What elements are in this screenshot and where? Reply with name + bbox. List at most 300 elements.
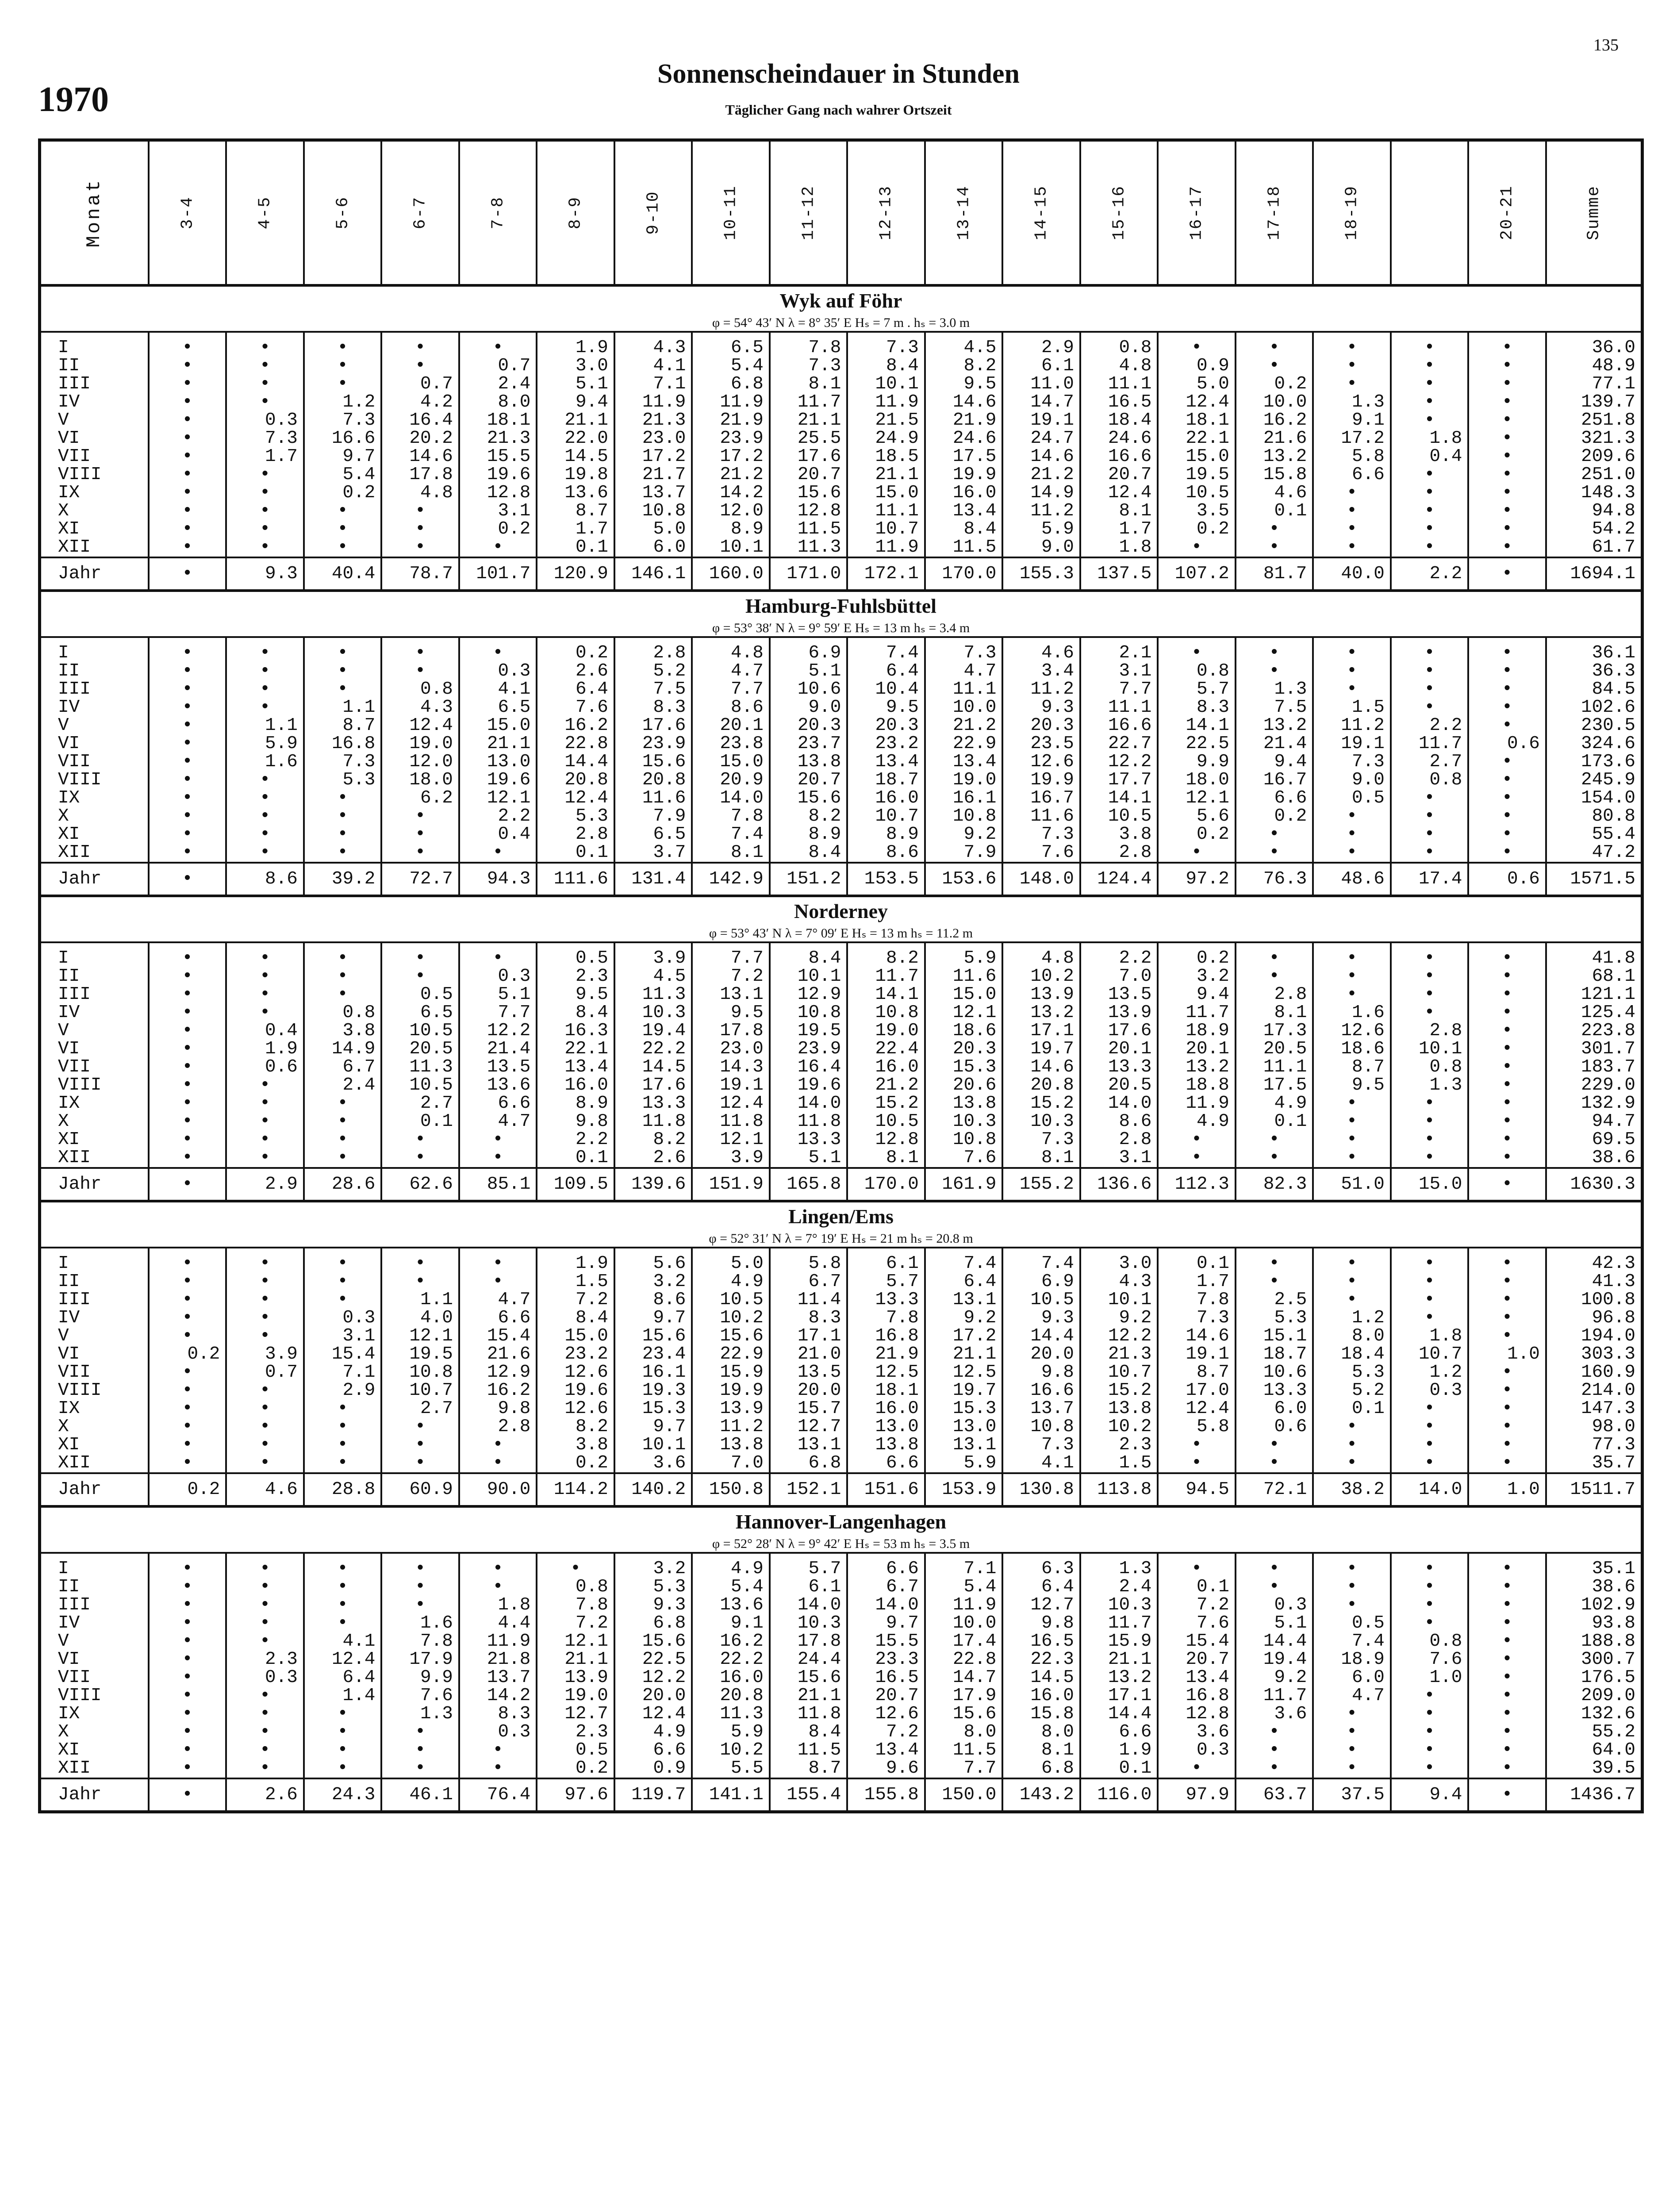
value-cell: • xyxy=(1468,1687,1546,1705)
value-cell: • xyxy=(304,986,382,1004)
value-cell: • xyxy=(1391,1578,1469,1596)
sum-cell: 1511.7 xyxy=(1546,1473,1642,1506)
value-cell: 150.0 xyxy=(925,1778,1003,1812)
value-cell: 5.9 xyxy=(925,1454,1003,1473)
value-cell: 3.1 xyxy=(459,502,537,520)
value-cell: 8.1 xyxy=(1002,1741,1080,1759)
value-cell: 94.3 xyxy=(459,863,537,896)
month-row xyxy=(40,826,1642,844)
value-cell: 9.8 xyxy=(1002,1614,1080,1632)
value-cell: 17.9 xyxy=(925,1687,1003,1705)
value-cell: 78.7 xyxy=(381,557,459,591)
value-cell: • xyxy=(226,393,304,411)
value-cell: • xyxy=(381,1255,459,1273)
value-cell: 161.9 xyxy=(925,1168,1003,1201)
month-cell: I xyxy=(40,949,149,968)
value-cell: • xyxy=(1158,1436,1236,1454)
value-cell: • xyxy=(381,502,459,520)
value-cell: 19.1 xyxy=(1313,735,1391,753)
value-cell: 14.0 xyxy=(770,1094,848,1113)
value-cell: • xyxy=(304,502,382,520)
value-cell: 16.0 xyxy=(925,484,1003,502)
value-cell: 8.1 xyxy=(847,1149,925,1168)
value-cell: • xyxy=(1313,1454,1391,1473)
value-cell: 0.7 xyxy=(459,357,537,375)
value-cell: 10.0 xyxy=(925,699,1003,717)
value-cell: • xyxy=(304,1741,382,1759)
value-cell: • xyxy=(149,844,226,863)
value-cell: 12.7 xyxy=(537,1705,614,1723)
value-cell: 20.8 xyxy=(692,1687,770,1705)
value-cell: 141.1 xyxy=(692,1778,770,1812)
month-cell: VI xyxy=(40,1651,149,1669)
month-cell: I xyxy=(40,644,149,662)
value-cell: 12.6 xyxy=(537,1400,614,1418)
value-cell: 14.1 xyxy=(1158,717,1236,735)
value-cell: 10.8 xyxy=(925,1131,1003,1149)
value-cell: • xyxy=(1236,520,1313,538)
value-cell: • xyxy=(459,1436,537,1454)
value-cell: • xyxy=(149,448,226,466)
value-cell: • xyxy=(149,771,226,789)
value-cell: 2.2 xyxy=(459,807,537,826)
sum-cell: 61.7 xyxy=(1546,538,1642,557)
value-cell: 0.4 xyxy=(459,826,537,844)
value-cell: 8.1 xyxy=(1080,502,1158,520)
value-cell: 1.5 xyxy=(1313,699,1391,717)
value-cell: 19.8 xyxy=(537,466,614,484)
value-cell: 13.4 xyxy=(847,1741,925,1759)
value-cell: 17.6 xyxy=(614,717,692,735)
value-cell: 20.7 xyxy=(1080,466,1158,484)
value-cell: • xyxy=(381,1560,459,1578)
sum-cell: 54.2 xyxy=(1546,520,1642,538)
month-row xyxy=(40,699,1642,717)
value-cell: 12.4 xyxy=(537,789,614,807)
value-cell: • xyxy=(149,1382,226,1400)
value-cell: 13.3 xyxy=(1236,1382,1313,1400)
value-cell: 8.7 xyxy=(770,1759,848,1778)
value-cell: • xyxy=(1468,430,1546,448)
value-cell: 16.4 xyxy=(381,411,459,430)
year-total-row xyxy=(40,1168,1642,1201)
value-cell: 3.8 xyxy=(304,1022,382,1040)
month-row xyxy=(40,466,1642,484)
value-cell: 20.5 xyxy=(381,1040,459,1058)
value-cell: 107.2 xyxy=(1158,557,1236,591)
value-cell: 0.1 xyxy=(1236,1113,1313,1131)
value-cell: 20.7 xyxy=(847,1687,925,1705)
month-row xyxy=(40,735,1642,753)
value-cell: 23.9 xyxy=(692,430,770,448)
value-cell: 0.1 xyxy=(537,844,614,863)
value-cell: 10.7 xyxy=(847,520,925,538)
value-cell: 7.9 xyxy=(925,844,1003,863)
value-cell: 0.4 xyxy=(226,1022,304,1040)
value-cell: 15.0 xyxy=(459,717,537,735)
value-cell: 15.9 xyxy=(1080,1632,1158,1651)
value-cell: 6.5 xyxy=(459,699,537,717)
month-cell: II xyxy=(40,1273,149,1291)
value-cell: 13.1 xyxy=(770,1436,848,1454)
month-cell: IX xyxy=(40,484,149,502)
sum-cell: 148.3 xyxy=(1546,484,1642,502)
year-total-row xyxy=(40,1778,1642,1812)
value-cell: 1.3 xyxy=(1080,1560,1158,1578)
value-cell: 7.4 xyxy=(1313,1632,1391,1651)
value-cell: 0.8 xyxy=(1080,339,1158,357)
value-cell: • xyxy=(304,1614,382,1632)
value-cell: 18.1 xyxy=(459,411,537,430)
column-header xyxy=(1002,140,1080,286)
value-cell: 11.9 xyxy=(459,1632,537,1651)
value-cell: 3.6 xyxy=(1236,1705,1313,1723)
column-header-label: 16-17 xyxy=(1187,185,1206,241)
month-row xyxy=(40,753,1642,771)
value-cell: 8.2 xyxy=(537,1418,614,1436)
sum-cell: 64.0 xyxy=(1546,1741,1642,1759)
value-cell: 21.7 xyxy=(614,466,692,484)
value-cell: 8.7 xyxy=(537,502,614,520)
value-cell: 15.7 xyxy=(770,1400,848,1418)
value-cell: • xyxy=(381,949,459,968)
value-cell: 11.8 xyxy=(692,1113,770,1131)
value-cell: • xyxy=(149,375,226,393)
value-cell: 7.6 xyxy=(1158,1614,1236,1632)
value-cell: • xyxy=(1313,1291,1391,1309)
value-cell: 6.5 xyxy=(381,1004,459,1022)
value-cell: 17.1 xyxy=(770,1327,848,1345)
month-row xyxy=(40,1418,1642,1436)
column-header xyxy=(1546,140,1642,286)
value-cell: 0.3 xyxy=(1236,1596,1313,1614)
value-cell: 11.1 xyxy=(1236,1058,1313,1076)
value-cell: • xyxy=(1391,789,1469,807)
value-cell: 5.3 xyxy=(1313,1363,1391,1382)
value-cell: 1.6 xyxy=(226,753,304,771)
value-cell: 13.9 xyxy=(692,1400,770,1418)
value-cell: 60.9 xyxy=(381,1473,459,1506)
value-cell: • xyxy=(149,986,226,1004)
value-cell: • xyxy=(1391,1131,1469,1149)
value-cell: 1.9 xyxy=(537,339,614,357)
value-cell: 1.7 xyxy=(537,520,614,538)
value-cell: 15.8 xyxy=(1236,466,1313,484)
value-cell: 20.0 xyxy=(770,1382,848,1400)
value-cell: • xyxy=(149,1418,226,1436)
value-cell: • xyxy=(304,807,382,826)
value-cell: • xyxy=(1468,1273,1546,1291)
value-cell: 1.0 xyxy=(1468,1473,1546,1506)
value-cell: 0.1 xyxy=(1158,1578,1236,1596)
value-cell: 172.1 xyxy=(847,557,925,591)
value-cell: 85.1 xyxy=(459,1168,537,1201)
value-cell: • xyxy=(381,1759,459,1778)
value-cell: 6.8 xyxy=(770,1454,848,1473)
value-cell: • xyxy=(1468,1741,1546,1759)
value-cell: 4.3 xyxy=(1080,1273,1158,1291)
value-cell: 20.6 xyxy=(925,1076,1003,1094)
sum-cell: 121.1 xyxy=(1546,986,1642,1004)
value-cell: 16.0 xyxy=(847,1058,925,1076)
value-cell: 17.6 xyxy=(614,1076,692,1094)
value-cell: 9.6 xyxy=(847,1759,925,1778)
value-cell: • xyxy=(1313,968,1391,986)
value-cell: 7.8 xyxy=(1158,1291,1236,1309)
month-row xyxy=(40,411,1642,430)
value-cell: 12.0 xyxy=(692,502,770,520)
value-cell: • xyxy=(1391,807,1469,826)
value-cell: 2.6 xyxy=(537,662,614,680)
sum-cell: 301.7 xyxy=(1546,1040,1642,1058)
value-cell: • xyxy=(381,826,459,844)
value-cell: 5.9 xyxy=(692,1723,770,1741)
value-cell: • xyxy=(304,949,382,968)
value-cell: 4.8 xyxy=(1002,949,1080,968)
value-cell: 8.9 xyxy=(847,826,925,844)
value-cell: • xyxy=(459,538,537,557)
value-cell: 2.3 xyxy=(537,968,614,986)
value-cell: • xyxy=(1391,1255,1469,1273)
value-cell: 18.6 xyxy=(925,1022,1003,1040)
sum-cell: 1436.7 xyxy=(1546,1778,1642,1812)
value-cell: 5.8 xyxy=(1158,1418,1236,1436)
value-cell: • xyxy=(1236,1255,1313,1273)
value-cell: 17.5 xyxy=(1236,1076,1313,1094)
value-cell: 14.1 xyxy=(1080,789,1158,807)
value-cell: 6.9 xyxy=(770,644,848,662)
sum-cell: 245.9 xyxy=(1546,771,1642,789)
value-cell: 18.5 xyxy=(847,448,925,466)
value-cell: 20.7 xyxy=(1158,1651,1236,1669)
value-cell: 19.6 xyxy=(459,771,537,789)
value-cell: 124.4 xyxy=(1080,863,1158,896)
value-cell: 11.1 xyxy=(847,502,925,520)
value-cell: 7.8 xyxy=(770,339,848,357)
value-cell: 13.1 xyxy=(925,1436,1003,1454)
value-cell: 0.3 xyxy=(459,662,537,680)
column-header xyxy=(226,140,304,286)
value-cell: • xyxy=(1236,1741,1313,1759)
value-cell: 1.7 xyxy=(226,448,304,466)
value-cell: 8.2 xyxy=(925,357,1003,375)
value-cell: 11.9 xyxy=(847,538,925,557)
value-cell: 7.1 xyxy=(925,1560,1003,1578)
month-cell: VI xyxy=(40,735,149,753)
value-cell: 14.5 xyxy=(537,448,614,466)
value-cell: 119.7 xyxy=(614,1778,692,1812)
value-cell: 11.8 xyxy=(614,1113,692,1131)
value-cell: 6.6 xyxy=(1080,1723,1158,1741)
value-cell: • xyxy=(226,502,304,520)
value-cell: 6.6 xyxy=(459,1094,537,1113)
month-cell: X xyxy=(40,1723,149,1741)
value-cell: 2.4 xyxy=(304,1076,382,1094)
value-cell: 14.0 xyxy=(1080,1094,1158,1113)
value-cell: • xyxy=(304,538,382,557)
sum-cell: 251.8 xyxy=(1546,411,1642,430)
column-header xyxy=(1313,140,1391,286)
sum-cell: 55.4 xyxy=(1546,826,1642,844)
value-cell: 120.9 xyxy=(537,557,614,591)
value-cell: • xyxy=(1391,662,1469,680)
value-cell: 10.3 xyxy=(925,1113,1003,1131)
value-cell: 0.3 xyxy=(226,1669,304,1687)
month-cell: VI xyxy=(40,430,149,448)
value-cell: 1.2 xyxy=(1313,1309,1391,1327)
value-cell: 2.3 xyxy=(226,1651,304,1669)
value-cell: 13.1 xyxy=(925,1291,1003,1309)
value-cell: 0.6 xyxy=(1468,735,1546,753)
value-cell: • xyxy=(381,1149,459,1168)
month-cell: Jahr xyxy=(40,1778,149,1812)
value-cell: 2.9 xyxy=(304,1382,382,1400)
station-name-row xyxy=(40,591,1642,619)
value-cell: • xyxy=(149,1651,226,1669)
sum-cell: 321.3 xyxy=(1546,430,1642,448)
value-cell: 13.5 xyxy=(770,1363,848,1382)
value-cell: • xyxy=(226,339,304,357)
month-row xyxy=(40,1004,1642,1022)
value-cell: • xyxy=(1468,826,1546,844)
value-cell: 5.1 xyxy=(770,662,848,680)
value-cell: 3.9 xyxy=(226,1345,304,1363)
value-cell: • xyxy=(1391,484,1469,502)
value-cell: 12.2 xyxy=(1080,753,1158,771)
value-cell: 2.7 xyxy=(381,1400,459,1418)
station-coords-row xyxy=(40,619,1642,637)
value-cell: 72.1 xyxy=(1236,1473,1313,1506)
value-cell: • xyxy=(304,1596,382,1614)
value-cell: • xyxy=(149,411,226,430)
value-cell: 16.5 xyxy=(1002,1632,1080,1651)
value-cell: 7.3 xyxy=(1158,1309,1236,1327)
value-cell: 17.1 xyxy=(1080,1687,1158,1705)
value-cell: 15.0 xyxy=(1158,448,1236,466)
value-cell: 2.2 xyxy=(1391,717,1469,735)
column-header xyxy=(692,140,770,286)
month-cell: XII xyxy=(40,1454,149,1473)
value-cell: 28.8 xyxy=(304,1473,382,1506)
month-row xyxy=(40,1632,1642,1651)
value-cell: 1.2 xyxy=(1391,1363,1469,1382)
sum-cell: 38.6 xyxy=(1546,1578,1642,1596)
value-cell: • xyxy=(226,1004,304,1022)
value-cell: • xyxy=(1313,662,1391,680)
station-name-row xyxy=(40,285,1642,314)
month-row xyxy=(40,1273,1642,1291)
value-cell: 10.1 xyxy=(692,538,770,557)
value-cell: • xyxy=(149,520,226,538)
value-cell: 151.2 xyxy=(770,863,848,896)
value-cell: • xyxy=(1236,538,1313,557)
value-cell: • xyxy=(226,680,304,699)
value-cell: 20.3 xyxy=(925,1040,1003,1058)
month-row xyxy=(40,1149,1642,1168)
value-cell: • xyxy=(226,1255,304,1273)
value-cell: 20.0 xyxy=(614,1687,692,1705)
value-cell: 22.5 xyxy=(614,1651,692,1669)
value-cell: • xyxy=(149,1454,226,1473)
value-cell: • xyxy=(226,538,304,557)
value-cell: 9.4 xyxy=(1158,986,1236,1004)
value-cell: 140.2 xyxy=(614,1473,692,1506)
value-cell: • xyxy=(1158,1560,1236,1578)
value-cell: • xyxy=(1391,1759,1469,1778)
sum-cell: 68.1 xyxy=(1546,968,1642,986)
value-cell: 3.2 xyxy=(614,1560,692,1578)
value-cell: 8.6 xyxy=(1080,1113,1158,1131)
column-header-label: 20-21 xyxy=(1497,185,1517,241)
value-cell: 11.2 xyxy=(1313,717,1391,735)
value-cell: 0.9 xyxy=(1158,357,1236,375)
value-cell: 4.9 xyxy=(1158,1113,1236,1131)
value-cell: 11.2 xyxy=(692,1418,770,1436)
value-cell: • xyxy=(226,1149,304,1168)
value-cell: 21.1 xyxy=(459,735,537,753)
year-total-row xyxy=(40,1473,1642,1506)
value-cell: 20.3 xyxy=(770,717,848,735)
month-cell: IX xyxy=(40,1705,149,1723)
column-header xyxy=(1236,140,1313,286)
value-cell: • xyxy=(1158,538,1236,557)
month-row xyxy=(40,789,1642,807)
value-cell: 0.9 xyxy=(614,1759,692,1778)
month-row xyxy=(40,1022,1642,1040)
value-cell: • xyxy=(1313,986,1391,1004)
value-cell: 15.6 xyxy=(614,1327,692,1345)
value-cell: 4.8 xyxy=(692,644,770,662)
value-cell: • xyxy=(149,1687,226,1705)
sum-cell: 93.8 xyxy=(1546,1614,1642,1632)
value-cell: • xyxy=(1313,680,1391,699)
month-cell: V xyxy=(40,717,149,735)
station-coords: φ = 52° 31′ N λ = 7° 19′ E Hₛ = 21 m hₛ = 20.8 m xyxy=(709,1231,973,1246)
value-cell: 23.5 xyxy=(1002,735,1080,753)
value-cell: 14.4 xyxy=(1080,1705,1158,1723)
value-cell: 12.4 xyxy=(692,1094,770,1113)
value-cell: 22.1 xyxy=(537,1040,614,1058)
value-cell: • xyxy=(459,1131,537,1149)
value-cell: • xyxy=(381,1131,459,1149)
value-cell: 153.6 xyxy=(925,863,1003,896)
sum-cell: 77.1 xyxy=(1546,375,1642,393)
value-cell: 0.3 xyxy=(304,1309,382,1327)
value-cell: 0.3 xyxy=(226,411,304,430)
value-cell: 15.3 xyxy=(925,1400,1003,1418)
value-cell: 4.1 xyxy=(1002,1454,1080,1473)
value-cell: • xyxy=(459,1741,537,1759)
value-cell: • xyxy=(381,662,459,680)
value-cell: 8.7 xyxy=(304,717,382,735)
month-cell: VII xyxy=(40,1363,149,1382)
value-cell: 8.3 xyxy=(459,1705,537,1723)
column-header xyxy=(1158,140,1236,286)
value-cell: 15.3 xyxy=(925,1058,1003,1076)
value-cell: 19.9 xyxy=(1002,771,1080,789)
value-cell: • xyxy=(226,1759,304,1778)
month-row xyxy=(40,1560,1642,1578)
value-cell: 12.1 xyxy=(459,789,537,807)
value-cell: 0.4 xyxy=(1391,448,1469,466)
month-cell: II xyxy=(40,357,149,375)
value-cell: 21.1 xyxy=(925,1345,1003,1363)
value-cell: 4.3 xyxy=(381,699,459,717)
column-header xyxy=(614,140,692,286)
value-cell: 11.9 xyxy=(847,393,925,411)
value-cell: 20.1 xyxy=(1080,1040,1158,1058)
value-cell: 5.9 xyxy=(1002,520,1080,538)
